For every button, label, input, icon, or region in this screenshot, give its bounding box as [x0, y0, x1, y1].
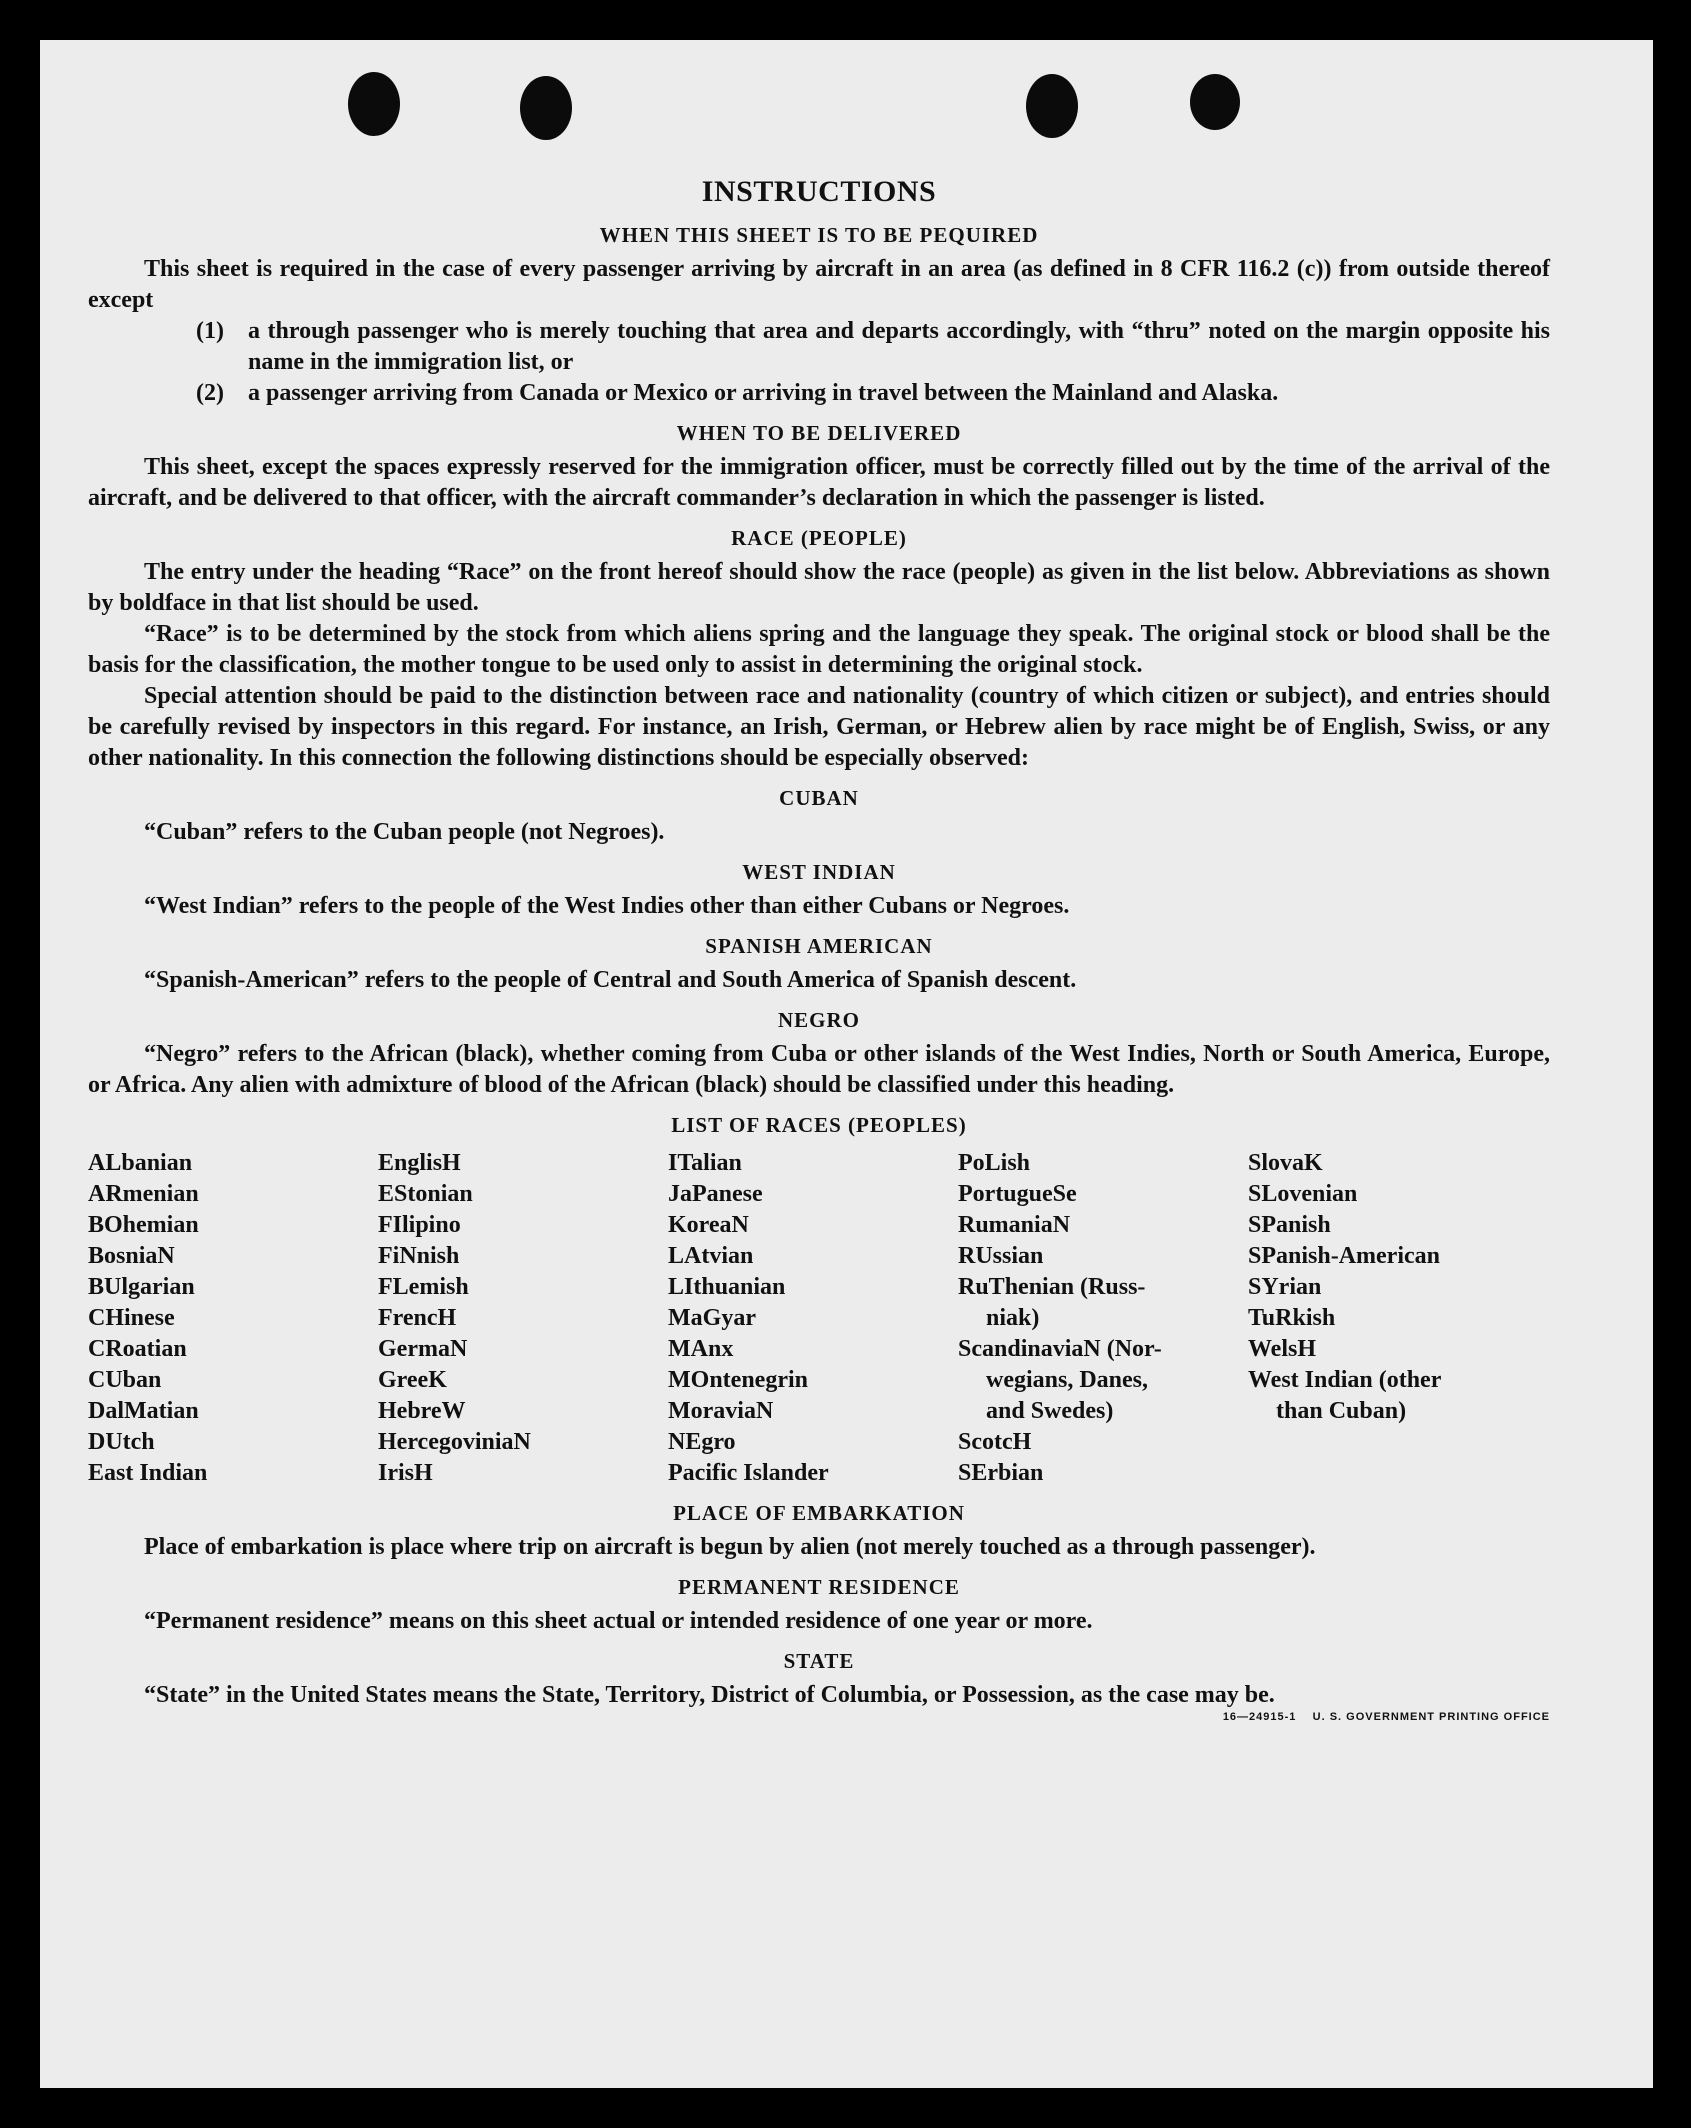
- section-heading-delivered: WHEN TO BE DELIVERED: [676, 421, 962, 445]
- section-heading-spanish-american: SPANISH AMERICAN: [705, 934, 933, 958]
- race-item: MaGyar: [668, 1305, 756, 1331]
- section-heading-state: STATE: [783, 1649, 855, 1673]
- section-heading-embarkation: PLACE OF EMBARKATION: [673, 1501, 965, 1525]
- form-number: 16—24915-1: [1222, 1711, 1297, 1723]
- race-item: ScandinaviaN (Nor-: [958, 1336, 1162, 1362]
- section-heading-required: WHEN THIS SHEET IS TO BE PEQUIRED: [599, 223, 1039, 247]
- race-item: HercegoviniaN: [378, 1429, 531, 1455]
- printer-name: U. S. GOVERNMENT PRINTING OFFICE: [1312, 1711, 1550, 1723]
- residence-text: “Permanent residence” means on this sheet actual or intended residence of one year or more.: [144, 1608, 1093, 1634]
- race-item: TuRkish: [1248, 1305, 1336, 1331]
- race-column: [958, 1148, 1248, 1489]
- race-item: RuThenian (Russ-: [958, 1274, 1146, 1300]
- race-item: MoraviaN: [668, 1398, 774, 1424]
- race-item: BOhemian: [88, 1212, 199, 1238]
- race-item: JaPanese: [668, 1181, 763, 1207]
- race-item: EnglisH: [378, 1150, 461, 1176]
- race-item: SErbian: [958, 1460, 1044, 1486]
- section-heading-cuban: CUBAN: [779, 786, 859, 810]
- negro-text: “Negro” refers to the African (black), whether coming from Cuba or other islands of the West Indies, North or South America, Europe, or Africa. Any alien with admixture of blood of the African (black) should be classified under this heading.: [88, 1041, 1550, 1098]
- spanish-american-text: “Spanish-American” refers to the people of Central and South America of Spanish descent.: [144, 967, 1077, 993]
- race-item: ALbanian: [88, 1150, 193, 1176]
- race-item: DalMatian: [88, 1398, 199, 1424]
- race-column: [1248, 1148, 1538, 1489]
- section-heading-race: RACE (PEOPLE): [731, 526, 907, 550]
- embarkation-text: Place of embarkation is place where trip on aircraft is begun by alien (not merely touched as a through passenger).: [144, 1534, 1316, 1560]
- race-item: SPanish: [1248, 1212, 1331, 1238]
- required-intro: This sheet is required in the case of every passenger arriving by aircraft in an area (as defined in 8 CFR 116.2 (c)) from outside thereof except: [88, 256, 1550, 313]
- race-item: FiNnish: [378, 1243, 460, 1269]
- race-item: PortugueSe: [958, 1181, 1077, 1207]
- race-item: niak): [986, 1305, 1040, 1331]
- race-item: wegians, Danes,: [986, 1367, 1149, 1393]
- race-item: GermaN: [378, 1336, 468, 1362]
- race-item: WelsH: [1248, 1336, 1317, 1362]
- state-text: “State” in the United States means the State, Territory, District of Columbia, or Possession, as the case may be.: [144, 1682, 1275, 1708]
- section-heading-negro: NEGRO: [777, 1008, 860, 1032]
- cuban-text: “Cuban” refers to the Cuban people (not Negroes).: [144, 819, 665, 845]
- race-item: ARmenian: [88, 1181, 199, 1207]
- race-item: East Indian: [88, 1460, 208, 1486]
- race-item: EStonian: [378, 1181, 473, 1207]
- race-column: [378, 1148, 668, 1489]
- race-item: RUssian: [958, 1243, 1044, 1269]
- race-item: CUban: [88, 1367, 162, 1393]
- race-item: BUlgarian: [88, 1274, 195, 1300]
- instructions-body: [88, 175, 1550, 1727]
- race-item: MAnx: [668, 1336, 734, 1362]
- section-heading-races: LIST OF RACES (PEOPLES): [671, 1113, 967, 1137]
- section-heading-residence: PERMANENT RESIDENCE: [678, 1575, 960, 1599]
- footer: [88, 1711, 1550, 1727]
- race-item: West Indian (other: [1248, 1367, 1442, 1393]
- race-item: BosniaN: [88, 1243, 175, 1269]
- exception-item: (1) a through passenger who is merely touching that area and departs accordingly, with “thru” noted on the margin opposite his name in the immigration list, or: [196, 318, 1550, 375]
- race-item: SLovenian: [1248, 1181, 1358, 1207]
- race-item: ScotcH: [958, 1429, 1032, 1455]
- race-column: [88, 1148, 378, 1489]
- race-paragraph-1: The entry under the heading “Race” on the front hereof should show the race (people) as given in the list below. Abbreviations as shown by boldface in that list should be used.: [88, 559, 1550, 616]
- race-item: GreeK: [378, 1367, 447, 1393]
- race-item: NEgro: [668, 1429, 736, 1455]
- race-item: KoreaN: [668, 1212, 749, 1238]
- race-item: DUtch: [88, 1429, 155, 1455]
- race-item: SlovaK: [1248, 1150, 1323, 1176]
- race-item: HebreW: [378, 1398, 466, 1424]
- race-item: LIthuanian: [668, 1274, 786, 1300]
- document-page: [40, 40, 1653, 2088]
- race-item: CHinese: [88, 1305, 175, 1331]
- race-item: ITalian: [668, 1150, 742, 1176]
- race-item: SYrian: [1248, 1274, 1322, 1300]
- race-item: IrisH: [378, 1460, 433, 1486]
- race-item: FrencH: [378, 1305, 457, 1331]
- race-item: Pacific Islander: [668, 1460, 829, 1486]
- race-item: MOntenegrin: [668, 1367, 808, 1393]
- race-list: [88, 1148, 1550, 1489]
- race-item: and Swedes): [986, 1398, 1114, 1424]
- race-item: FIlipino: [378, 1212, 461, 1238]
- race-item: PoLish: [958, 1150, 1031, 1176]
- race-column: [668, 1148, 958, 1489]
- race-item: FLemish: [378, 1274, 469, 1300]
- section-heading-west-indian: WEST INDIAN: [742, 860, 896, 884]
- race-paragraph-3: Special attention should be paid to the distinction between race and nationality (country of which citizen or subject), and entries should be carefully revised by inspectors in this regard. For instance, an Irish, German, or Hebrew alien by race might be of English, Swiss, or any other nationality. In this connection the following distinctions should be especially observed:: [88, 683, 1550, 771]
- punch-hole: [1026, 74, 1078, 138]
- race-item: SPanish-American: [1248, 1243, 1440, 1269]
- west-indian-text: “West Indian” refers to the people of the West Indies other than either Cubans or Negroes.: [144, 893, 1070, 919]
- page-title: INSTRUCTIONS: [701, 175, 937, 208]
- race-item: than Cuban): [1276, 1398, 1407, 1424]
- race-paragraph-2: “Race” is to be determined by the stock from which aliens spring and the language they speak. The original stock or blood shall be the basis for the classification, the mother tongue to be used only to assist in determining the original stock.: [88, 621, 1550, 678]
- punch-hole: [348, 72, 400, 136]
- punch-hole: [520, 76, 572, 140]
- race-item: LAtvian: [668, 1243, 754, 1269]
- race-item: RumaniaN: [958, 1212, 1071, 1238]
- print-imprint: [1223, 1711, 1550, 1723]
- exception-item: (2) a passenger arriving from Canada or Mexico or arriving in travel between the Mainland and Alaska.: [196, 380, 1279, 406]
- punch-hole: [1190, 74, 1240, 130]
- delivered-text: This sheet, except the spaces expressly reserved for the immigration officer, must be correctly filled out by the time of the arrival of the aircraft, and be delivered to that officer, with the aircraft commander’s declaration in which the passenger is listed.: [88, 454, 1550, 511]
- race-item: CRoatian: [88, 1336, 187, 1362]
